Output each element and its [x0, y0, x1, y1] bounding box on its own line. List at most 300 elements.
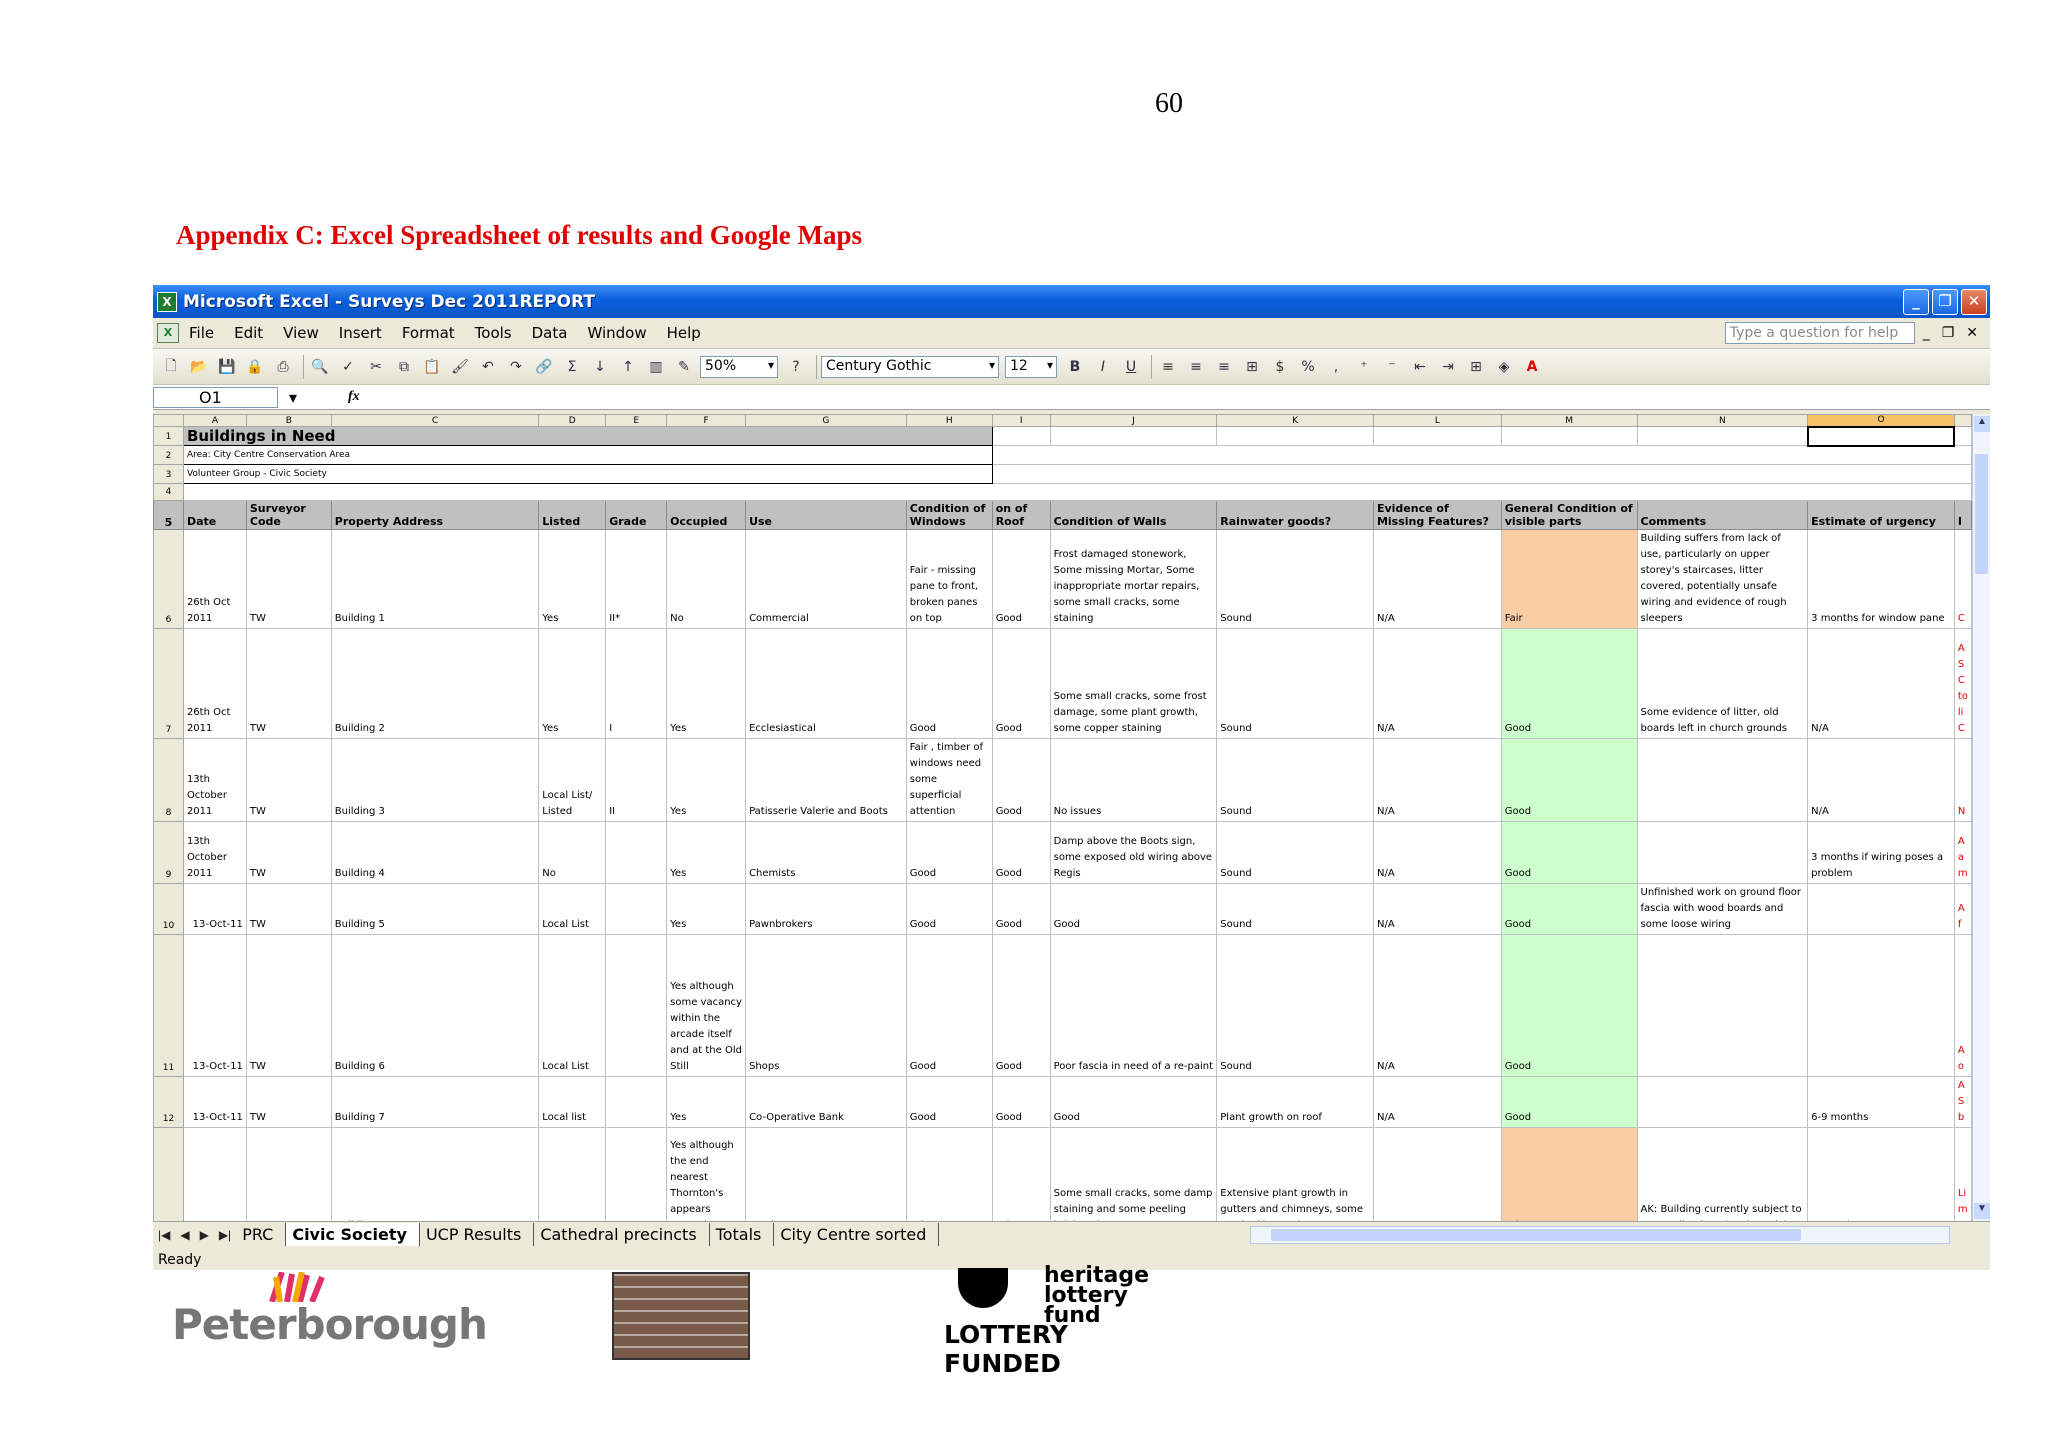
paste-icon[interactable]: 📋: [423, 358, 441, 375]
cell[interactable]: [606, 1077, 667, 1128]
row-header[interactable]: 5: [154, 501, 184, 530]
cell[interactable]: [1808, 884, 1955, 935]
cell[interactable]: [1954, 427, 1971, 446]
toolbar-separator: [303, 355, 304, 379]
area-cell[interactable]: Area: City Centre Conservation Area: [183, 446, 992, 465]
cell[interactable]: Unfinished work on ground floor fascia with wood boards and some loose wiring: [1637, 884, 1808, 935]
sort-descending-icon[interactable]: ↑: [622, 358, 634, 375]
close-button[interactable]: ✕: [1961, 289, 1987, 315]
cell[interactable]: A S b: [1954, 1077, 1971, 1128]
cell[interactable]: Good: [1501, 739, 1637, 822]
cell[interactable]: Good: [1501, 1077, 1637, 1128]
cell[interactable]: [539, 1128, 606, 1222]
menu-help[interactable]: Help: [666, 324, 701, 342]
cell[interactable]: 26th Oct 2011: [183, 530, 246, 629]
cell[interactable]: Yes: [667, 822, 746, 884]
cell[interactable]: [1501, 1128, 1637, 1222]
cell[interactable]: [606, 1128, 667, 1222]
active-cell[interactable]: [1808, 427, 1955, 446]
header-cell[interactable]: Surveyor Code: [246, 501, 331, 530]
cell[interactable]: 26th Oct 2011: [183, 629, 246, 739]
cell[interactable]: Yes: [667, 629, 746, 739]
menu-bar: [153, 318, 1990, 349]
cell[interactable]: 13th October 2011: [183, 822, 246, 884]
document-icon[interactable]: X: [157, 323, 179, 343]
column-header-row: [154, 415, 1972, 427]
menu-view[interactable]: View: [283, 324, 319, 342]
cell[interactable]: Local List/ Listed: [539, 739, 606, 822]
cell[interactable]: Li m: [1954, 1128, 1971, 1222]
restore-button[interactable]: ❐: [1932, 289, 1958, 315]
column-header[interactable]: E: [606, 415, 667, 427]
cell[interactable]: A o: [1954, 935, 1971, 1077]
cell[interactable]: AK: Building currently subject to: [1637, 1128, 1808, 1222]
percent-icon[interactable]: %: [1301, 358, 1315, 375]
cell[interactable]: Building 7: [331, 1077, 538, 1128]
cell[interactable]: Good: [906, 884, 992, 935]
column-header[interactable]: B: [246, 415, 331, 427]
cut-icon[interactable]: ✂: [370, 358, 382, 375]
cell[interactable]: Damp above the Boots sign, some exposed old wiring above Regis: [1050, 822, 1217, 884]
cell[interactable]: Sound: [1217, 884, 1374, 935]
cell[interactable]: 13th October 2011: [183, 739, 246, 822]
toolbar-separator: [1151, 355, 1152, 379]
cell[interactable]: [606, 822, 667, 884]
row-header[interactable]: 11: [154, 935, 184, 1077]
cell[interactable]: I: [606, 629, 667, 739]
cell[interactable]: No issues: [1050, 739, 1217, 822]
cell[interactable]: Sound: [1217, 822, 1374, 884]
row-header[interactable]: 10: [154, 884, 184, 935]
cell[interactable]: II*: [606, 530, 667, 629]
header-cell[interactable]: Estimate of urgency: [1808, 501, 1955, 530]
bold-icon[interactable]: B: [1069, 358, 1081, 375]
menu-format[interactable]: Format: [401, 324, 455, 342]
cell[interactable]: N: [1954, 739, 1971, 822]
cell[interactable]: N/A: [1373, 822, 1501, 884]
cell[interactable]: Some small cracks, some damp staining and some peeling: [1050, 1128, 1217, 1222]
cell[interactable]: [992, 1128, 1050, 1222]
sheet-title[interactable]: Buildings in Need: [183, 427, 992, 446]
header-cell[interactable]: Condition of Windows: [906, 501, 992, 530]
cell[interactable]: II: [606, 739, 667, 822]
header-cell[interactable]: I: [1954, 501, 1971, 530]
cell[interactable]: Building 5: [331, 884, 538, 935]
prev-sheet-icon[interactable]: ◀: [180, 1227, 190, 1242]
cell[interactable]: N/A: [1808, 739, 1955, 822]
row-header[interactable]: 1: [154, 427, 184, 446]
row-header[interactable]: 9: [154, 822, 184, 884]
cell[interactable]: [606, 935, 667, 1077]
cell[interactable]: Local List: [539, 884, 606, 935]
column-header[interactable]: G: [746, 415, 907, 427]
cell[interactable]: N/A: [1373, 530, 1501, 629]
row-header[interactable]: 7: [154, 629, 184, 739]
cell[interactable]: Local list: [539, 1077, 606, 1128]
cell[interactable]: [246, 1128, 331, 1222]
cell[interactable]: 3 months if wiring poses a problem: [1808, 822, 1955, 884]
cell[interactable]: [1637, 739, 1808, 822]
cell[interactable]: [992, 427, 1050, 446]
header-cell[interactable]: Comments: [1637, 501, 1808, 530]
table-row: [154, 629, 1972, 739]
header-cell[interactable]: Listed: [539, 501, 606, 530]
cell[interactable]: Building 6: [331, 935, 538, 1077]
sheet-tab-civic-society[interactable]: Civic Society: [286, 1223, 420, 1246]
cell[interactable]: Commercial: [746, 530, 907, 629]
cell[interactable]: [1808, 935, 1955, 1077]
minimize-button[interactable]: _: [1903, 289, 1929, 315]
sheet-tab-prc[interactable]: PRC: [236, 1223, 286, 1246]
cell[interactable]: Poor fascia in need of a re-paint: [1050, 935, 1217, 1077]
menu-insert[interactable]: Insert: [338, 324, 382, 342]
cell[interactable]: Yes although some vacancy within the arcade itself and at the Old Still: [667, 935, 746, 1077]
header-cell[interactable]: on of Roof: [992, 501, 1050, 530]
cell[interactable]: 13-Oct-11: [183, 1077, 246, 1128]
cell[interactable]: 13-Oct-11: [183, 884, 246, 935]
font-name-select[interactable]: Century Gothic ▾: [821, 356, 999, 378]
cell[interactable]: Plant growth on roof: [1217, 1077, 1374, 1128]
increase-decimal-icon[interactable]: ⁺: [1360, 358, 1368, 375]
cell[interactable]: [1501, 427, 1637, 446]
header-cell[interactable]: Occupied: [667, 501, 746, 530]
cell[interactable]: Good: [906, 629, 992, 739]
cell[interactable]: [606, 884, 667, 935]
hlf-emblem-icon: [958, 1268, 1008, 1308]
cell[interactable]: TW: [246, 1077, 331, 1128]
cell[interactable]: Good: [992, 884, 1050, 935]
sheet-tab-ucp-results[interactable]: UCP Results: [420, 1223, 534, 1246]
fx-icon[interactable]: fx: [348, 389, 360, 404]
cell[interactable]: Yes: [539, 530, 606, 629]
sheet-tab-cathedral-precincts[interactable]: Cathedral precincts: [534, 1223, 709, 1246]
copy-icon[interactable]: ⧉: [399, 358, 409, 375]
cell[interactable]: Good: [906, 1077, 992, 1128]
header-cell[interactable]: Evidence of Missing Features?: [1373, 501, 1501, 530]
spelling-icon[interactable]: ✓: [342, 358, 354, 375]
scroll-thumb[interactable]: [1271, 1229, 1801, 1241]
column-header[interactable]: H: [906, 415, 992, 427]
cell[interactable]: [906, 1128, 992, 1222]
brick-wall-image: [612, 1272, 750, 1360]
header-cell[interactable]: Property Address: [331, 501, 538, 530]
print-preview-icon[interactable]: 🔍: [311, 358, 329, 375]
cell[interactable]: Good: [992, 530, 1050, 629]
cell[interactable]: TW: [246, 884, 331, 935]
font-color-icon[interactable]: A: [1526, 358, 1538, 375]
table-row: [154, 739, 1972, 822]
cell[interactable]: [1217, 427, 1374, 446]
cell[interactable]: Good: [992, 935, 1050, 1077]
spreadsheet-grid[interactable]: [153, 414, 1972, 1221]
cell[interactable]: Yes: [667, 884, 746, 935]
cell[interactable]: No: [667, 530, 746, 629]
table-row: [154, 484, 1972, 501]
autosum-icon[interactable]: Σ: [567, 358, 577, 375]
help-search-input[interactable]: Type a question for help: [1725, 322, 1915, 344]
cell[interactable]: Building 4: [331, 822, 538, 884]
cell[interactable]: TW: [246, 935, 331, 1077]
cell[interactable]: Fair - missing pane to front, broken panes on top: [906, 530, 992, 629]
cell[interactable]: Co-Operative Bank: [746, 1077, 907, 1128]
sheet-tab-totals[interactable]: Totals: [710, 1223, 775, 1246]
cell[interactable]: [1637, 427, 1808, 446]
align-left-icon[interactable]: ≡: [1162, 358, 1174, 375]
column-header[interactable]: K: [1217, 415, 1374, 427]
cell[interactable]: Ecclesiastical: [746, 629, 907, 739]
scroll-thumb[interactable]: [1975, 454, 1988, 574]
table-row: [154, 822, 1972, 884]
cell[interactable]: Building suffers from lack of use, particularly on upper storey's staircases, litter covered, potentially unsafe wiring and evidence of rough sleepers: [1637, 530, 1808, 629]
cell[interactable]: [992, 446, 1971, 465]
cell[interactable]: Fair , timber of windows need some superficial attention: [906, 739, 992, 822]
cell[interactable]: [1373, 1128, 1501, 1222]
borders-icon[interactable]: ⊞: [1470, 358, 1482, 375]
column-header[interactable]: F: [667, 415, 746, 427]
cell[interactable]: TW: [246, 530, 331, 629]
cell[interactable]: No: [539, 822, 606, 884]
cell[interactable]: TW: [246, 822, 331, 884]
cell[interactable]: Building 2: [331, 629, 538, 739]
column-header-selected[interactable]: O: [1808, 415, 1955, 427]
first-sheet-icon[interactable]: |◀: [158, 1227, 171, 1242]
underline-icon[interactable]: U: [1125, 358, 1137, 375]
peterborough-logo: [172, 1272, 487, 1352]
cell[interactable]: Sound: [1217, 739, 1374, 822]
starburst-icon: [262, 1272, 342, 1302]
cell[interactable]: 6-9 months: [1808, 1077, 1955, 1128]
hlf-name: heritage lottery fund: [1044, 1263, 1150, 1328]
decrease-indent-icon[interactable]: ⇤: [1414, 358, 1426, 375]
menu-tools[interactable]: Tools: [474, 324, 512, 342]
cell[interactable]: Good: [992, 822, 1050, 884]
table-row: [154, 446, 1972, 465]
cell[interactable]: [1050, 427, 1217, 446]
cell[interactable]: Sound: [1217, 530, 1374, 629]
cell[interactable]: Yes although the end nearest Thornton's appears: [667, 1128, 746, 1222]
format-painter-icon[interactable]: 🖌: [451, 358, 469, 375]
group-cell[interactable]: Volunteer Group - Civic Society: [183, 465, 992, 484]
cell[interactable]: [1373, 427, 1501, 446]
cell[interactable]: C: [1954, 530, 1971, 629]
new-icon[interactable]: 🗋: [165, 357, 177, 374]
cell[interactable]: [992, 465, 1971, 484]
cell[interactable]: [183, 1128, 246, 1222]
cell[interactable]: Sound: [1217, 935, 1374, 1077]
menu-file[interactable]: File: [189, 324, 215, 342]
cell[interactable]: Good: [906, 935, 992, 1077]
cell[interactable]: [746, 1128, 907, 1222]
cell[interactable]: Good: [1501, 822, 1637, 884]
cell[interactable]: Pawnbrokers: [746, 884, 907, 935]
align-right-icon[interactable]: ≡: [1218, 358, 1230, 375]
cell[interactable]: Good: [906, 822, 992, 884]
cell[interactable]: Some evidence of litter, old boards left in church grounds: [1637, 629, 1808, 739]
sheet-tab-city-centre-sorted[interactable]: City Centre sorted: [774, 1223, 939, 1246]
scroll-down-icon[interactable]: ▼: [1974, 1203, 1990, 1219]
table-row: [154, 935, 1972, 1077]
vertical-scrollbar[interactable]: [1972, 414, 1990, 1221]
header-row: [154, 501, 1972, 530]
cell[interactable]: Good: [992, 1077, 1050, 1128]
cell[interactable]: 3 months for window pane: [1808, 530, 1955, 629]
cell[interactable]: [1808, 1128, 1955, 1222]
chart-wizard-icon[interactable]: ▥: [649, 358, 663, 375]
excel-app-icon: X: [157, 292, 177, 312]
sort-ascending-icon[interactable]: ↓: [594, 358, 606, 375]
header-cell[interactable]: Rainwater goods?: [1217, 501, 1374, 530]
cell[interactable]: N/A: [1373, 739, 1501, 822]
cell[interactable]: Chemists: [746, 822, 907, 884]
column-header[interactable]: [1954, 415, 1971, 427]
cell[interactable]: [1637, 822, 1808, 884]
formula-bar: [153, 385, 1990, 410]
scroll-up-icon[interactable]: ▲: [1974, 416, 1990, 432]
doc-close-icon[interactable]: ✕: [1966, 325, 1978, 341]
help-icon[interactable]: ?: [792, 358, 800, 375]
cell[interactable]: Good: [1501, 935, 1637, 1077]
cell[interactable]: Yes: [539, 629, 606, 739]
open-icon[interactable]: 📂: [190, 358, 208, 375]
cell[interactable]: Yes: [667, 1077, 746, 1128]
menu-data[interactable]: Data: [531, 324, 568, 342]
row-header[interactable]: 4: [154, 484, 184, 501]
window-title: Microsoft Excel - Surveys Dec 2011REPORT: [183, 291, 595, 312]
column-header[interactable]: A: [183, 415, 246, 427]
table-row: [154, 1128, 1972, 1222]
hyperlink-icon[interactable]: 🔗: [535, 358, 553, 375]
increase-indent-icon[interactable]: ⇥: [1442, 358, 1454, 375]
status-bar: Ready: [153, 1247, 1990, 1270]
zoom-select[interactable]: 50% ▾: [700, 356, 778, 378]
cell[interactable]: Good: [992, 629, 1050, 739]
doc-restore-icon[interactable]: ❐: [1941, 325, 1955, 341]
cell[interactable]: A a m: [1954, 822, 1971, 884]
table-row: [154, 465, 1972, 484]
undo-icon[interactable]: ↶: [482, 358, 494, 375]
row-header[interactable]: 8: [154, 739, 184, 822]
table-row: [154, 427, 1972, 446]
header-cell[interactable]: General Condition of visible parts: [1501, 501, 1637, 530]
header-cell[interactable]: Grade: [606, 501, 667, 530]
cell[interactable]: N/A: [1373, 935, 1501, 1077]
font-size-select[interactable]: 12 ▾: [1005, 356, 1057, 378]
cell[interactable]: N/A: [1373, 1077, 1501, 1128]
row-header[interactable]: 3: [154, 465, 184, 484]
cell[interactable]: Building 3: [331, 739, 538, 822]
cell[interactable]: Good: [1050, 884, 1217, 935]
excel-window: [153, 285, 1990, 1270]
row-header[interactable]: 6: [154, 530, 184, 629]
name-box[interactable]: O1 ▾: [153, 387, 278, 408]
cell[interactable]: Local List: [539, 935, 606, 1077]
cell[interactable]: Good: [1501, 629, 1637, 739]
title-bar: [153, 285, 1990, 318]
cell[interactable]: [1637, 935, 1808, 1077]
table-row: [154, 530, 1972, 629]
appendix-heading: Appendix C: Excel Spreadsheet of results and Google Maps: [176, 220, 863, 250]
decrease-decimal-icon[interactable]: ⁻: [1388, 358, 1396, 375]
cell[interactable]: N/A: [1808, 629, 1955, 739]
align-center-icon[interactable]: ≡: [1190, 358, 1202, 375]
header-cell[interactable]: Date: [183, 501, 246, 530]
redo-icon[interactable]: ↷: [510, 358, 522, 375]
lottery-funded-text: LOTTERY FUNDED: [944, 1320, 1069, 1378]
horizontal-scrollbar[interactable]: [1250, 1226, 1950, 1244]
drawing-icon[interactable]: ✎: [678, 358, 690, 375]
header-cell[interactable]: Use: [746, 501, 907, 530]
merge-center-icon[interactable]: ⊞: [1246, 358, 1258, 375]
corner-cell[interactable]: [154, 415, 184, 427]
heritage-lottery-fund-logo: [944, 1263, 1184, 1378]
toolbar: [153, 349, 1990, 385]
comma-icon[interactable]: ,: [1333, 358, 1339, 375]
cell[interactable]: Some small cracks, some frost damage, some plant growth, some copper staining: [1050, 629, 1217, 739]
menu-edit[interactable]: Edit: [234, 324, 264, 342]
column-header[interactable]: J: [1050, 415, 1217, 427]
cell[interactable]: Building 1: [331, 530, 538, 629]
doc-minimize-icon[interactable]: _: [1922, 325, 1930, 341]
cell[interactable]: TW: [246, 629, 331, 739]
row-header[interactable]: 2: [154, 446, 184, 465]
cell[interactable]: Sound: [1217, 629, 1374, 739]
peterborough-text: Peterborough: [172, 1300, 487, 1349]
column-header[interactable]: N: [1637, 415, 1808, 427]
column-header[interactable]: M: [1501, 415, 1637, 427]
column-header[interactable]: L: [1373, 415, 1501, 427]
cell[interactable]: N/A: [1373, 884, 1501, 935]
row-header[interactable]: 12: [154, 1077, 184, 1128]
save-icon[interactable]: 💾: [218, 358, 236, 375]
row-header[interactable]: [154, 1128, 184, 1222]
cell[interactable]: Yes: [667, 739, 746, 822]
cell[interactable]: Good: [1501, 884, 1637, 935]
last-sheet-icon[interactable]: ▶|: [218, 1227, 232, 1242]
print-icon[interactable]: ⎙: [277, 358, 289, 375]
next-sheet-icon[interactable]: ▶: [199, 1227, 209, 1242]
cell[interactable]: [331, 1128, 538, 1222]
cell[interactable]: [1637, 1077, 1808, 1128]
toolbar-separator: [816, 355, 817, 379]
cell[interactable]: Good: [992, 739, 1050, 822]
table-row: [154, 884, 1972, 935]
column-header[interactable]: C: [331, 415, 538, 427]
menu-window[interactable]: Window: [587, 324, 647, 342]
header-cell[interactable]: Condition of Walls: [1050, 501, 1217, 530]
cell[interactable]: Extensive plant growth in gutters and chimneys, some: [1217, 1128, 1374, 1222]
cell[interactable]: A S C to li C: [1954, 629, 1971, 739]
cell[interactable]: 13-Oct-11: [183, 935, 246, 1077]
cell[interactable]: Frost damaged stonework, Some missing Mortar, Some inappropriate mortar repairs, some small cracks, some staining: [1050, 530, 1217, 629]
cell[interactable]: A f: [1954, 884, 1971, 935]
column-header[interactable]: D: [539, 415, 606, 427]
cell[interactable]: Good: [1050, 1077, 1217, 1128]
cell[interactable]: TW: [246, 739, 331, 822]
fill-color-icon[interactable]: ◈: [1498, 358, 1510, 375]
cell[interactable]: Fair: [1501, 530, 1637, 629]
cell[interactable]: Shops: [746, 935, 907, 1077]
cell[interactable]: [183, 484, 1971, 501]
cell[interactable]: N/A: [1373, 629, 1501, 739]
column-header[interactable]: I: [992, 415, 1050, 427]
permission-icon[interactable]: 🔒: [246, 358, 264, 375]
page-number: 60: [1155, 88, 1183, 119]
currency-icon[interactable]: $: [1275, 358, 1285, 375]
sheet-tab-bar: [153, 1221, 1990, 1247]
italic-icon[interactable]: I: [1100, 358, 1106, 375]
cell[interactable]: Patisserie Valerie and Boots: [746, 739, 907, 822]
sheet-table: [153, 414, 1972, 1221]
